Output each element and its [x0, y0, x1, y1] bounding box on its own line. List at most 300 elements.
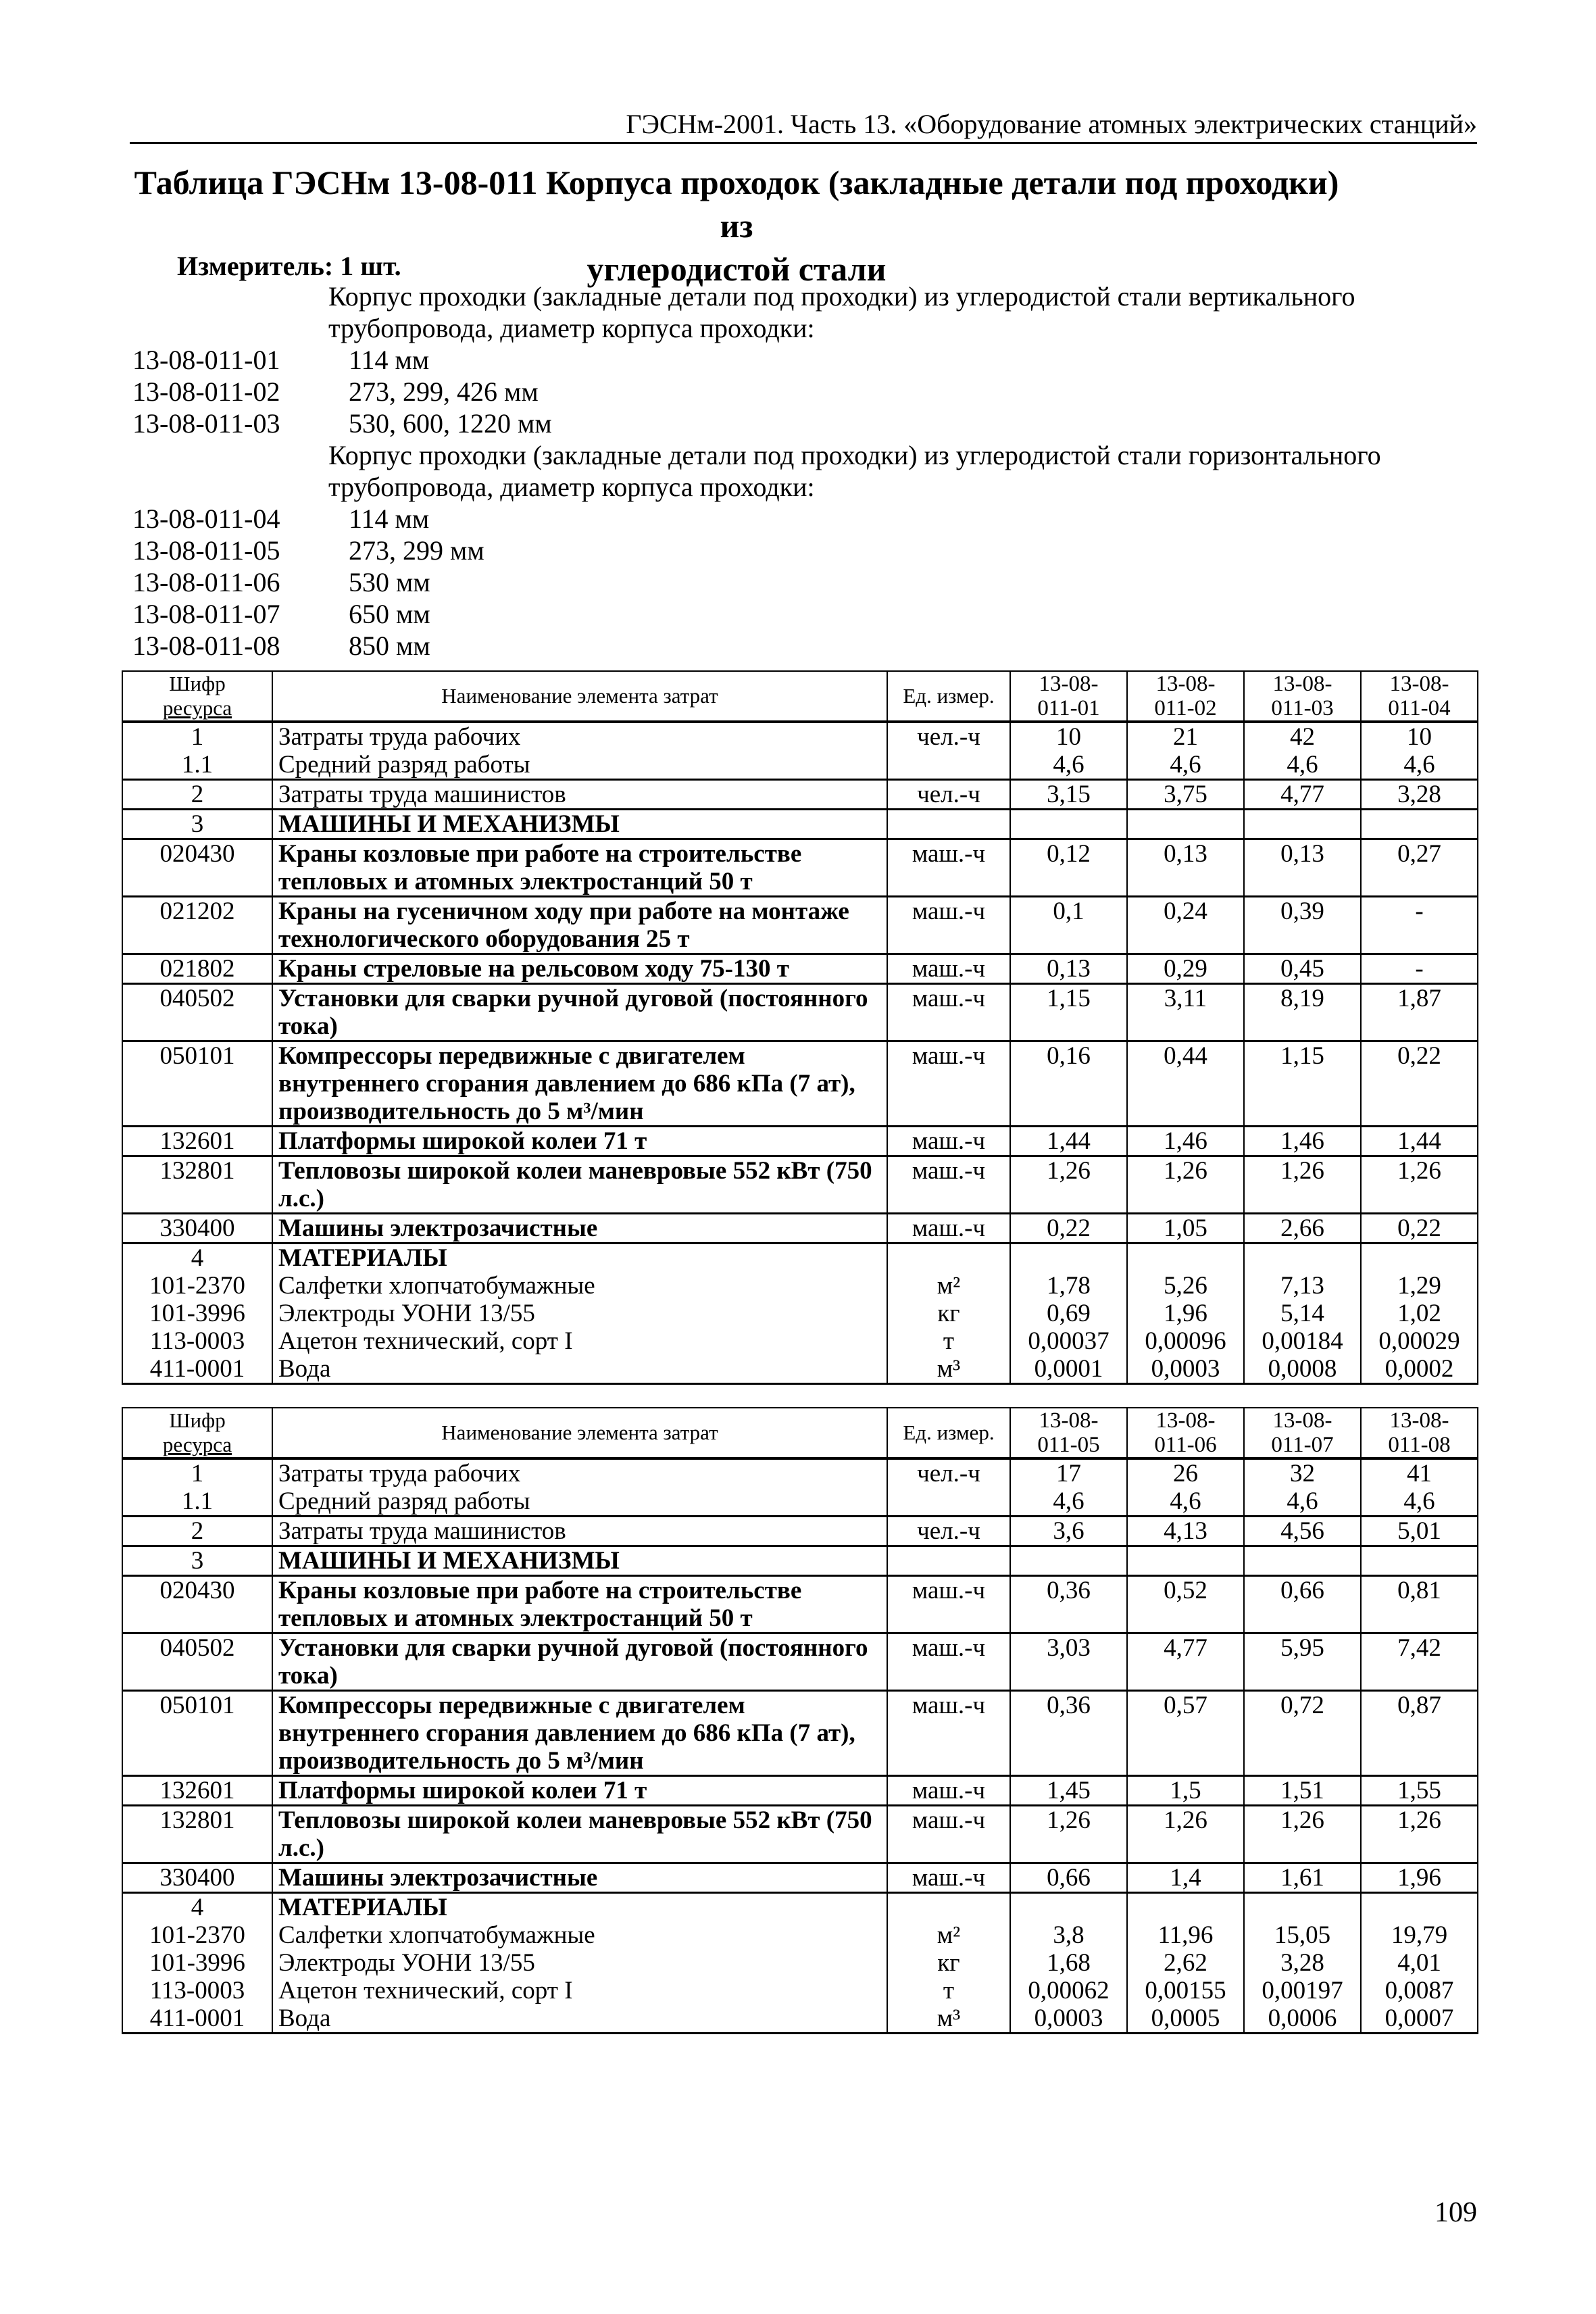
code-row: [132, 566, 430, 598]
value-cell: 1,26: [1010, 1806, 1127, 1863]
column-code-line-1: 13-08-: [1039, 1408, 1099, 1433]
value-cell: 0,0002: [1361, 1355, 1478, 1384]
value-cell: 4,6: [1244, 751, 1361, 780]
value-cell: 1,5: [1127, 1776, 1244, 1806]
value-cell: 0,13: [1010, 954, 1127, 984]
resource-code-cell: 020430: [122, 1576, 272, 1633]
value-cell: [1127, 810, 1244, 839]
table-row: [122, 1691, 1478, 1776]
value-cell: 0,0003: [1127, 1355, 1244, 1384]
resource-code-cell: 411-0001: [122, 1355, 272, 1384]
table-row: [122, 1214, 1478, 1244]
value-cell: 1,26: [1010, 1156, 1127, 1214]
table-row: [122, 1921, 1478, 1949]
value-cell: 1,26: [1361, 1806, 1478, 1863]
header-column: [1244, 1408, 1361, 1458]
value-cell: 0,72: [1244, 1691, 1361, 1776]
resource-code-cell: 2: [122, 1517, 272, 1546]
resource-code-cell: 113-0003: [122, 1327, 272, 1355]
value-cell: 1,55: [1361, 1776, 1478, 1806]
value-cell: 0,81: [1361, 1576, 1478, 1633]
value-cell: 0,22: [1010, 1214, 1127, 1244]
value-cell: 1,29: [1361, 1272, 1478, 1300]
table-row: [122, 1633, 1478, 1691]
cost-element-cell: Средний разряд работы: [272, 1487, 887, 1517]
value-cell: 2,62: [1127, 1949, 1244, 1977]
resource-code-cell: 3: [122, 1546, 272, 1576]
value-cell: 0,0001: [1010, 1355, 1127, 1384]
cost-element-cell: Электроды УОНИ 13/55: [272, 1300, 887, 1327]
cost-element-cell: Краны на гусеничном ходу при работе на монтаже технологического оборудования 25 т: [272, 897, 887, 954]
value-cell: 4,6: [1010, 1487, 1127, 1517]
cost-element-cell: Салфетки хлопчатобумажные: [272, 1921, 887, 1949]
resource-code-cell: 101-3996: [122, 1300, 272, 1327]
value-cell: 10: [1010, 722, 1127, 751]
value-cell: [1361, 1893, 1478, 1922]
table-row: [122, 810, 1478, 839]
table-row: [122, 839, 1478, 897]
value-cell: 0,00062: [1010, 1977, 1127, 2004]
header-unit: Ед. измер.: [887, 1408, 1010, 1458]
value-cell: 1,15: [1010, 984, 1127, 1041]
unit-cell: чел.-ч: [887, 780, 1010, 810]
table-row: [122, 1863, 1478, 1893]
value-cell: [1361, 1546, 1478, 1576]
value-cell: 0,57: [1127, 1691, 1244, 1776]
cost-element-cell: Краны стреловые на рельсовом ходу 75-130 т: [272, 954, 887, 984]
description-vertical: Корпус проходки (закладные детали под проходки) из углеродистой стали вертикального трубопровода, диаметр корпуса проходки:: [328, 281, 1355, 343]
value-cell: 3,28: [1361, 780, 1478, 810]
resource-code-cell: 021202: [122, 897, 272, 954]
value-cell: [1010, 810, 1127, 839]
norms-table-2: [122, 1407, 1478, 2034]
header-column: [1361, 671, 1478, 722]
value-cell: 0,0005: [1127, 2004, 1244, 2034]
code-value: 850 мм: [349, 631, 430, 661]
code-row: [132, 630, 430, 662]
column-code-line-1: 13-08-: [1039, 672, 1099, 696]
unit-cell: кг: [887, 1300, 1010, 1327]
value-cell: 0,24: [1127, 897, 1244, 954]
value-cell: 3,15: [1010, 780, 1127, 810]
resource-code-cell: 020430: [122, 839, 272, 897]
code-value: 273, 299 мм: [349, 535, 484, 566]
table-row: [122, 1327, 1478, 1355]
cost-element-cell: МАШИНЫ И МЕХАНИЗМЫ: [272, 810, 887, 839]
value-cell: 1,26: [1127, 1806, 1244, 1863]
table-row: [122, 751, 1478, 780]
value-cell: 1,26: [1244, 1156, 1361, 1214]
table-row: [122, 1776, 1478, 1806]
table-row: [122, 1949, 1478, 1977]
value-cell: 0,69: [1010, 1300, 1127, 1327]
code: 13-08-011-01: [132, 345, 280, 375]
value-cell: 3,75: [1127, 780, 1244, 810]
value-cell: 1,68: [1010, 1949, 1127, 1977]
table-body: [122, 1458, 1478, 2034]
resource-code-cell: 1.1: [122, 751, 272, 780]
table-row: [122, 1244, 1478, 1273]
value-cell: 4,6: [1127, 751, 1244, 780]
value-cell: [1127, 1893, 1244, 1922]
value-cell: 0,12: [1010, 839, 1127, 897]
cost-element-cell: Салфетки хлопчатобумажные: [272, 1272, 887, 1300]
value-cell: 0,00155: [1127, 1977, 1244, 2004]
value-cell: 0,44: [1127, 1041, 1244, 1127]
value-cell: 10: [1361, 722, 1478, 751]
value-cell: 1,51: [1244, 1776, 1361, 1806]
value-cell: 42: [1244, 722, 1361, 751]
value-cell: 1,05: [1127, 1214, 1244, 1244]
resource-code-cell: 101-2370: [122, 1921, 272, 1949]
value-cell: 5,26: [1127, 1272, 1244, 1300]
table-row: [122, 1487, 1478, 1517]
unit-cell: маш.-ч: [887, 954, 1010, 984]
table-row: [122, 1546, 1478, 1576]
title-line-1: Таблица ГЭСНм 13-08-011 Корпуса проходок (закладные детали под проходки) из: [134, 164, 1339, 245]
code-row: [132, 408, 552, 439]
header-code: [122, 671, 272, 722]
column-code-line-1: 13-08-: [1389, 672, 1449, 696]
value-cell: 0,13: [1127, 839, 1244, 897]
cost-element-cell: Платформы широкой колеи 71 т: [272, 1776, 887, 1806]
cost-element-cell: Затраты труда машинистов: [272, 780, 887, 810]
value-cell: 21: [1127, 722, 1244, 751]
value-cell: 17: [1010, 1458, 1127, 1487]
column-code-line-2: 011-08: [1388, 1433, 1451, 1457]
resource-code-cell: 3: [122, 810, 272, 839]
unit-cell: кг: [887, 1949, 1010, 1977]
cost-element-cell: МАШИНЫ И МЕХАНИЗМЫ: [272, 1546, 887, 1576]
resource-code-cell: 132601: [122, 1127, 272, 1156]
value-cell: [1244, 1546, 1361, 1576]
value-cell: 41: [1361, 1458, 1478, 1487]
unit-cell: маш.-ч: [887, 897, 1010, 954]
cost-element-cell: Машины электрозачистные: [272, 1863, 887, 1893]
header-unit: Ед. измер.: [887, 671, 1010, 722]
code-row: [132, 535, 484, 566]
unit-cell: м³: [887, 1355, 1010, 1384]
value-cell: 5,95: [1244, 1633, 1361, 1691]
cost-element-cell: Компрессоры передвижные с двигателем внутреннего сгорания давлением до 686 кПа (7 ат), производительность до 5 м³/мин: [272, 1041, 887, 1127]
column-code-line-2: 011-02: [1154, 696, 1217, 720]
table-row: [122, 1300, 1478, 1327]
unit-cell: [887, 1487, 1010, 1517]
cost-element-cell: Ацетон технический, сорт I: [272, 1327, 887, 1355]
resource-code-cell: 1: [122, 1458, 272, 1487]
column-code-line-2: 011-01: [1037, 696, 1100, 720]
table-row: [122, 1041, 1478, 1127]
value-cell: 5,14: [1244, 1300, 1361, 1327]
header-code-line-2: ресурса: [162, 1433, 232, 1456]
value-cell: 4,13: [1127, 1517, 1244, 1546]
cost-element-cell: Затраты труда рабочих: [272, 722, 887, 751]
value-cell: 4,77: [1244, 780, 1361, 810]
value-cell: 4,56: [1244, 1517, 1361, 1546]
header-name: Наименование элемента затрат: [272, 1408, 887, 1458]
value-cell: 4,6: [1361, 751, 1478, 780]
table-row: [122, 1272, 1478, 1300]
value-cell: 1,26: [1127, 1156, 1244, 1214]
column-code-line-1: 13-08-: [1155, 672, 1216, 696]
code-value: 530 мм: [349, 567, 430, 597]
value-cell: 1,15: [1244, 1041, 1361, 1127]
value-cell: 1,26: [1361, 1156, 1478, 1214]
value-cell: 7,13: [1244, 1272, 1361, 1300]
cost-element-cell: Тепловозы широкой колеи маневровые 552 кВт (750 л.с.): [272, 1156, 887, 1214]
cost-element-cell: Затраты труда рабочих: [272, 1458, 887, 1487]
value-cell: 3,11: [1127, 984, 1244, 1041]
unit-cell: м²: [887, 1921, 1010, 1949]
table-row: [122, 1127, 1478, 1156]
resource-code-cell: 113-0003: [122, 1977, 272, 2004]
unit-cell: маш.-ч: [887, 1214, 1010, 1244]
unit-cell: м²: [887, 1272, 1010, 1300]
value-cell: 0,36: [1010, 1691, 1127, 1776]
header-column: [1361, 1408, 1478, 1458]
table-row: [122, 780, 1478, 810]
value-cell: 0,0007: [1361, 2004, 1478, 2034]
cost-element-cell: МАТЕРИАЛЫ: [272, 1244, 887, 1273]
value-cell: 0,36: [1010, 1576, 1127, 1633]
column-code-line-2: 011-07: [1271, 1433, 1334, 1457]
value-cell: 1,26: [1244, 1806, 1361, 1863]
resource-code-cell: 132801: [122, 1156, 272, 1214]
value-cell: 4,6: [1244, 1487, 1361, 1517]
value-cell: 4,6: [1127, 1487, 1244, 1517]
code-value: 114 мм: [349, 345, 430, 375]
header-column: [1127, 671, 1244, 722]
value-cell: [1244, 1893, 1361, 1922]
unit-cell: т: [887, 1327, 1010, 1355]
value-cell: 5,01: [1361, 1517, 1478, 1546]
running-header: ГЭСНм-2001. Часть 13. «Оборудование атомных электрических станций»: [626, 109, 1477, 139]
value-cell: 4,6: [1010, 751, 1127, 780]
value-cell: 0,22: [1361, 1214, 1478, 1244]
value-cell: 32: [1244, 1458, 1361, 1487]
column-code-line-1: 13-08-: [1389, 1408, 1449, 1433]
header-name: Наименование элемента затрат: [272, 671, 887, 722]
column-code-line-2: 011-05: [1037, 1433, 1100, 1457]
value-cell: 0,00197: [1244, 1977, 1361, 2004]
value-cell: 0,0003: [1010, 2004, 1127, 2034]
value-cell: -: [1361, 954, 1478, 984]
value-cell: [1010, 1546, 1127, 1576]
resource-code-cell: 1: [122, 722, 272, 751]
value-cell: 0,13: [1244, 839, 1361, 897]
column-code-line-1: 13-08-: [1272, 672, 1332, 696]
value-cell: 0,29: [1127, 954, 1244, 984]
value-cell: 8,19: [1244, 984, 1361, 1041]
code-row: [132, 344, 429, 376]
table-row: [122, 1893, 1478, 1922]
column-code-line-2: 011-03: [1271, 696, 1334, 720]
unit-cell: м³: [887, 2004, 1010, 2034]
meter: [177, 250, 401, 282]
value-cell: 0,39: [1244, 897, 1361, 954]
table-row: [122, 984, 1478, 1041]
unit-cell: маш.-ч: [887, 1633, 1010, 1691]
code-row: [132, 598, 430, 630]
unit-cell: маш.-ч: [887, 1776, 1010, 1806]
value-cell: 4,6: [1361, 1487, 1478, 1517]
unit-cell: [887, 1893, 1010, 1922]
table-row: [122, 1458, 1478, 1487]
value-cell: 19,79: [1361, 1921, 1478, 1949]
resource-code-cell: 021802: [122, 954, 272, 984]
value-cell: 11,96: [1127, 1921, 1244, 1949]
column-code-line-1: 13-08-: [1272, 1408, 1332, 1433]
unit-cell: маш.-ч: [887, 1691, 1010, 1776]
column-code-line-1: 13-08-: [1155, 1408, 1216, 1433]
code-value: 650 мм: [349, 599, 430, 629]
value-cell: 0,00184: [1244, 1327, 1361, 1355]
resource-code-cell: 330400: [122, 1214, 272, 1244]
unit-cell: маш.-ч: [887, 1806, 1010, 1863]
code: 13-08-011-06: [132, 567, 280, 597]
unit-cell: [887, 751, 1010, 780]
cost-element-cell: Вода: [272, 1355, 887, 1384]
resource-code-cell: 4: [122, 1893, 272, 1922]
cost-element-cell: Компрессоры передвижные с двигателем внутреннего сгорания давлением до 686 кПа (7 ат), производительность до 5 м³/мин: [272, 1691, 887, 1776]
code: 13-08-011-07: [132, 599, 280, 629]
resource-code-cell: 040502: [122, 984, 272, 1041]
resource-code-cell: 1.1: [122, 1487, 272, 1517]
value-cell: 0,22: [1361, 1041, 1478, 1127]
resource-code-cell: 050101: [122, 1691, 272, 1776]
cost-element-cell: Краны козловые при работе на строительстве тепловых и атомных электростанций 50 т: [272, 1576, 887, 1633]
resource-code-cell: 330400: [122, 1863, 272, 1893]
unit-cell: маш.-ч: [887, 1041, 1010, 1127]
value-cell: 1,44: [1010, 1127, 1127, 1156]
resource-code-cell: 4: [122, 1244, 272, 1273]
code: 13-08-011-08: [132, 631, 280, 661]
value-cell: [1127, 1244, 1244, 1273]
resource-code-cell: 101-3996: [122, 1949, 272, 1977]
meter-value: 1 шт.: [340, 251, 401, 281]
cost-element-cell: Установки для сварки ручной дуговой (постоянного тока): [272, 1633, 887, 1691]
resource-code-cell: 132601: [122, 1776, 272, 1806]
value-cell: 3,03: [1010, 1633, 1127, 1691]
unit-cell: чел.-ч: [887, 1517, 1010, 1546]
cost-element-cell: МАТЕРИАЛЫ: [272, 1893, 887, 1922]
value-cell: [1361, 810, 1478, 839]
column-code-line-2: 011-06: [1154, 1433, 1217, 1457]
code-value: 114 мм: [349, 503, 430, 534]
value-cell: 0,87: [1361, 1691, 1478, 1776]
value-cell: 1,87: [1361, 984, 1478, 1041]
code: 13-08-011-05: [132, 535, 280, 566]
unit-cell: маш.-ч: [887, 1156, 1010, 1214]
table-row: [122, 1576, 1478, 1633]
page-number: 109: [1435, 2197, 1477, 2228]
value-cell: 0,0008: [1244, 1355, 1361, 1384]
value-cell: 0,1: [1010, 897, 1127, 954]
code: 13-08-011-02: [132, 376, 280, 407]
value-cell: 1,46: [1244, 1127, 1361, 1156]
cost-element-cell: Платформы широкой колеи 71 т: [272, 1127, 887, 1156]
value-cell: 3,6: [1010, 1517, 1127, 1546]
header-column: [1010, 1408, 1127, 1458]
value-cell: 1,45: [1010, 1776, 1127, 1806]
cost-element-cell: Тепловозы широкой колеи маневровые 552 кВт (750 л.с.): [272, 1806, 887, 1863]
code-row: [132, 376, 539, 408]
table-row: [122, 1355, 1478, 1384]
value-cell: [1010, 1893, 1127, 1922]
cost-element-cell: Вода: [272, 2004, 887, 2034]
code: 13-08-011-04: [132, 503, 280, 534]
resource-code-cell: 411-0001: [122, 2004, 272, 2034]
resource-code-cell: 101-2370: [122, 1272, 272, 1300]
table-row: [122, 2004, 1478, 2034]
value-cell: 15,05: [1244, 1921, 1361, 1949]
value-cell: [1244, 810, 1361, 839]
value-cell: 0,00037: [1010, 1327, 1127, 1355]
value-cell: 0,0087: [1361, 1977, 1478, 2004]
unit-cell: маш.-ч: [887, 839, 1010, 897]
resource-code-cell: 2: [122, 780, 272, 810]
unit-cell: маш.-ч: [887, 1863, 1010, 1893]
unit-cell: [887, 810, 1010, 839]
value-cell: 0,66: [1010, 1863, 1127, 1893]
norms-table-1: [122, 670, 1478, 1385]
cost-element-cell: Средний разряд работы: [272, 751, 887, 780]
table-row: [122, 954, 1478, 984]
value-cell: 0,52: [1127, 1576, 1244, 1633]
description-horizontal: Корпус проходки (закладные детали под проходки) из углеродистой стали горизонтального трубопровода, диаметр корпуса проходки:: [328, 440, 1381, 502]
unit-cell: т: [887, 1977, 1010, 2004]
value-cell: 0,45: [1244, 954, 1361, 984]
value-cell: [1244, 1244, 1361, 1273]
header-rule: [130, 142, 1477, 144]
value-cell: [1361, 1244, 1478, 1273]
header-column: [1244, 671, 1361, 722]
value-cell: 0,27: [1361, 839, 1478, 897]
table-row: [122, 1517, 1478, 1546]
header-column: [1127, 1408, 1244, 1458]
value-cell: [1010, 1244, 1127, 1273]
cost-element-cell: Электроды УОНИ 13/55: [272, 1949, 887, 1977]
value-cell: 0,0006: [1244, 2004, 1361, 2034]
cost-element-cell: Установки для сварки ручной дуговой (постоянного тока): [272, 984, 887, 1041]
header-code-line-1: Шифр: [169, 1408, 226, 1432]
value-cell: 1,46: [1127, 1127, 1244, 1156]
unit-cell: маш.-ч: [887, 1127, 1010, 1156]
column-code-line-2: 011-04: [1388, 696, 1451, 720]
value-cell: 3,28: [1244, 1949, 1361, 1977]
unit-cell: маш.-ч: [887, 1576, 1010, 1633]
value-cell: 1,78: [1010, 1272, 1127, 1300]
value-cell: 0,66: [1244, 1576, 1361, 1633]
resource-code-cell: 132801: [122, 1806, 272, 1863]
resource-code-cell: 050101: [122, 1041, 272, 1127]
cost-element-cell: Краны козловые при работе на строительстве тепловых и атомных электростанций 50 т: [272, 839, 887, 897]
value-cell: 26: [1127, 1458, 1244, 1487]
code-row: [132, 503, 429, 535]
value-cell: 1,4: [1127, 1863, 1244, 1893]
unit-cell: [887, 1244, 1010, 1273]
title-line-2: углеродистой стали: [587, 250, 887, 288]
unit-cell: [887, 1546, 1010, 1576]
table-row: [122, 1977, 1478, 2004]
value-cell: 1,02: [1361, 1300, 1478, 1327]
table-row: [122, 1156, 1478, 1214]
value-cell: [1127, 1546, 1244, 1576]
value-cell: 4,01: [1361, 1949, 1478, 1977]
value-cell: 0,16: [1010, 1041, 1127, 1127]
resource-code-cell: 040502: [122, 1633, 272, 1691]
value-cell: 7,42: [1361, 1633, 1478, 1691]
